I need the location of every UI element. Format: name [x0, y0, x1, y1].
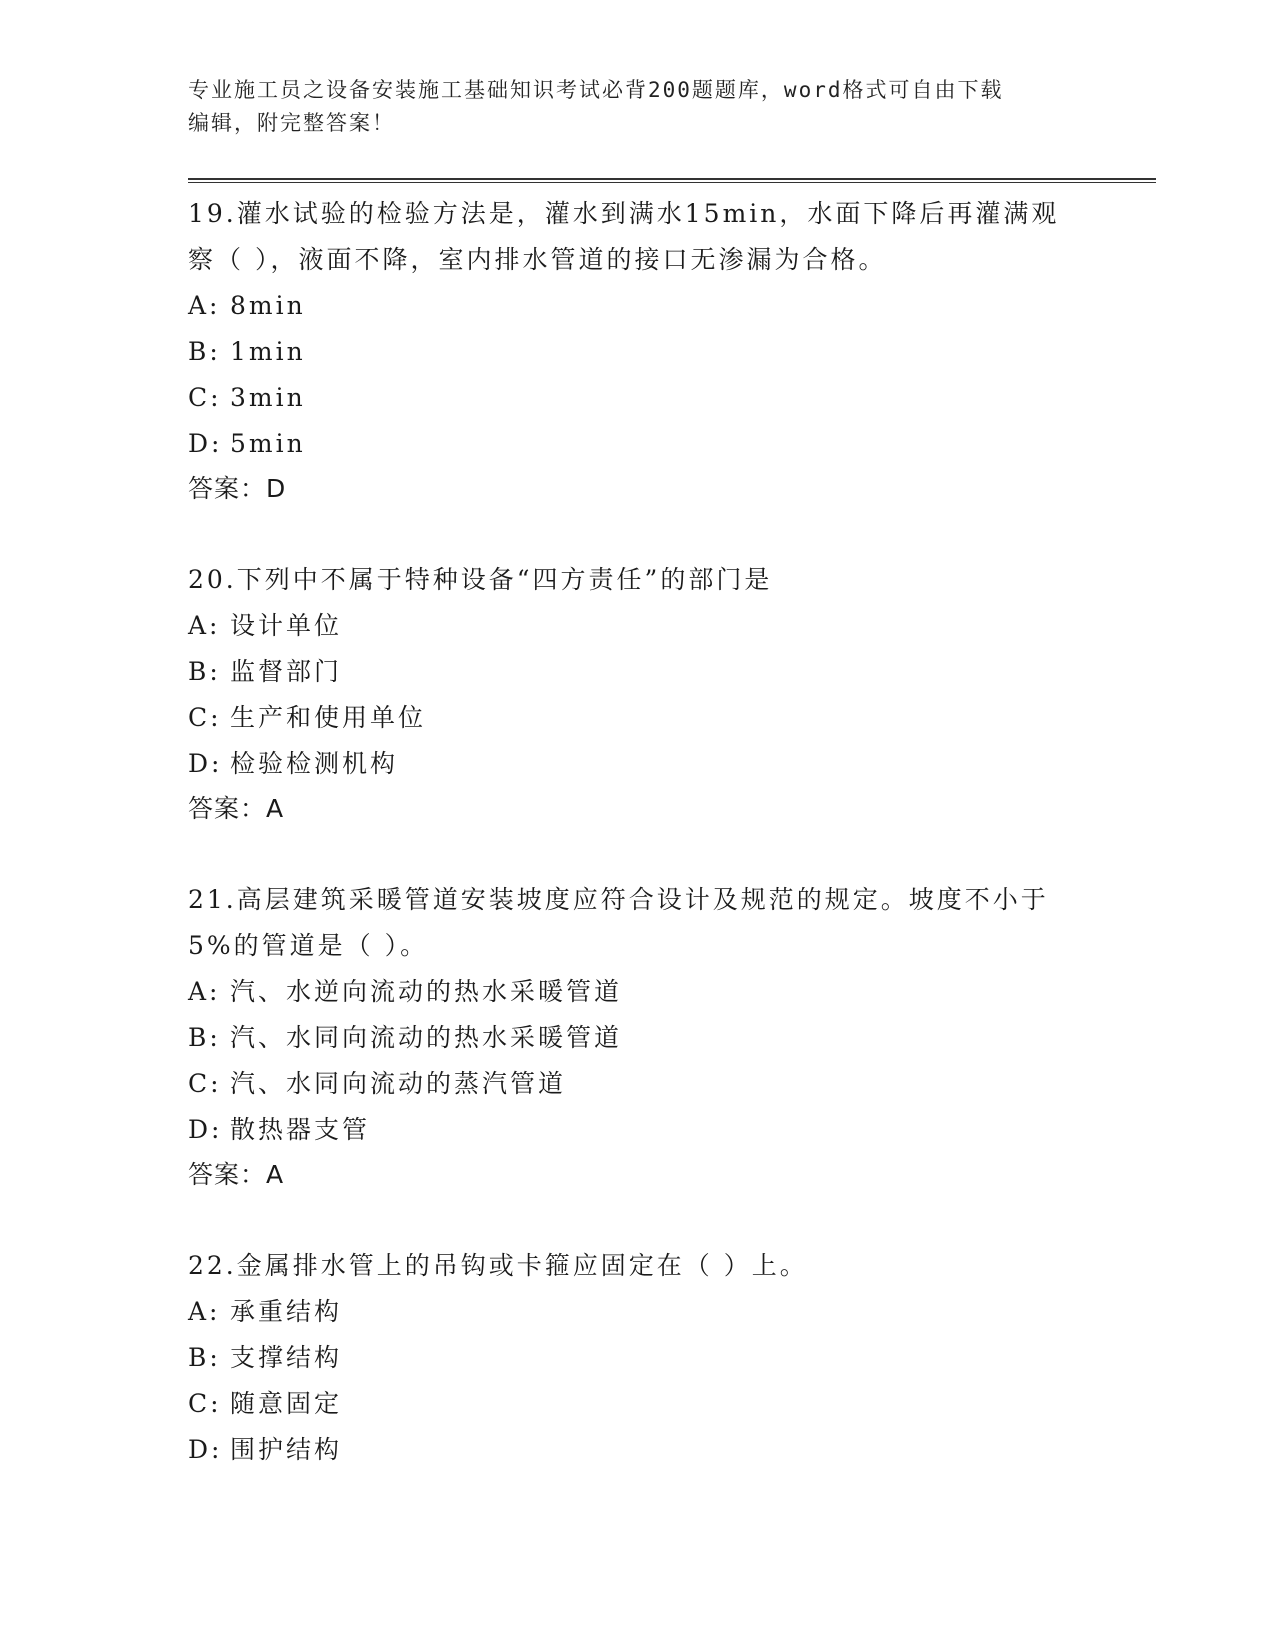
option-c [188, 1061, 1088, 1107]
option-text: 汽、水逆向流动的热水采暖管道 [230, 977, 623, 1006]
question-22 [188, 1243, 1088, 1473]
option-letter: A: [188, 611, 221, 640]
question-21 [188, 877, 1088, 1197]
option-letter: B: [188, 337, 221, 366]
question-stem-line: 5%的管道是（ ）。 [188, 931, 429, 960]
option-letter: D: [188, 749, 223, 778]
option-letter: C: [188, 703, 222, 732]
document-header [188, 74, 1068, 140]
option-text: 检验检测机构 [230, 749, 399, 778]
option-c [188, 375, 1088, 421]
option-text: 汽、水同向流动的热水采暖管道 [230, 1023, 623, 1052]
option-text: 3min [230, 383, 306, 412]
question-stem [188, 1243, 1088, 1289]
question-stem-line: 20.下列中不属于特种设备“四方责任”的部门是 [188, 565, 773, 594]
answer-label: 答案：A [188, 1160, 285, 1189]
option-text: 5min [230, 429, 306, 458]
option-letter: B: [188, 657, 221, 686]
option-a [188, 603, 1088, 649]
option-letter: D: [188, 1435, 223, 1464]
question-stem [188, 557, 1088, 603]
option-letter: B: [188, 1343, 221, 1372]
option-c [188, 695, 1088, 741]
option-letter: A: [188, 291, 221, 320]
option-text: 8min [230, 291, 306, 320]
option-text: 设计单位 [230, 611, 343, 640]
answer-label: 答案：D [188, 474, 287, 503]
option-d [188, 1427, 1088, 1473]
option-b [188, 649, 1088, 695]
option-letter: C: [188, 1069, 222, 1098]
option-text: 汽、水同向流动的蒸汽管道 [230, 1069, 567, 1098]
question-19 [188, 191, 1088, 511]
option-a [188, 283, 1088, 329]
header-title-line-1: 专业施工员之设备安装施工基础知识考试必背200题题库，word格式可自由下载 [188, 78, 1004, 102]
question-stem-line: 21.高层建筑采暖管道安装坡度应符合设计及规范的规定。坡度不小于 [188, 885, 1049, 914]
question-stem-line: 22.金属排水管上的吊钩或卡箍应固定在（ ）上。 [188, 1251, 808, 1280]
option-a [188, 969, 1088, 1015]
question-list [188, 191, 1088, 1519]
option-text: 围护结构 [230, 1435, 343, 1464]
question-stem-line: 察（ ），液面不降，室内排水管道的接口无渗漏为合格。 [188, 245, 887, 274]
option-text: 散热器支管 [230, 1115, 371, 1144]
answer-label: 答案：A [188, 794, 285, 823]
option-letter: D: [188, 429, 223, 458]
option-d [188, 1107, 1088, 1153]
header-title-line-2: 编辑，附完整答案！ [188, 111, 395, 135]
option-text: 生产和使用单位 [230, 703, 427, 732]
option-text: 随意固定 [230, 1389, 343, 1418]
option-a [188, 1289, 1088, 1335]
header-divider [188, 178, 1156, 183]
option-d [188, 421, 1088, 467]
option-letter: C: [188, 383, 222, 412]
option-letter: B: [188, 1023, 221, 1052]
option-b [188, 1335, 1088, 1381]
question-stem [188, 191, 1088, 283]
option-text: 支撑结构 [230, 1343, 343, 1372]
option-letter: D: [188, 1115, 223, 1144]
option-d [188, 741, 1088, 787]
option-b [188, 1015, 1088, 1061]
option-b [188, 329, 1088, 375]
option-text: 监督部门 [230, 657, 343, 686]
question-stem-line: 19.灌水试验的检验方法是，灌水到满水15min，水面下降后再灌满观 [188, 199, 1060, 228]
option-text: 承重结构 [230, 1297, 343, 1326]
option-letter: C: [188, 1389, 222, 1418]
question-20 [188, 557, 1088, 831]
option-text: 1min [230, 337, 306, 366]
option-letter: A: [188, 1297, 221, 1326]
question-stem [188, 877, 1088, 969]
option-c [188, 1381, 1088, 1427]
option-letter: A: [188, 977, 221, 1006]
